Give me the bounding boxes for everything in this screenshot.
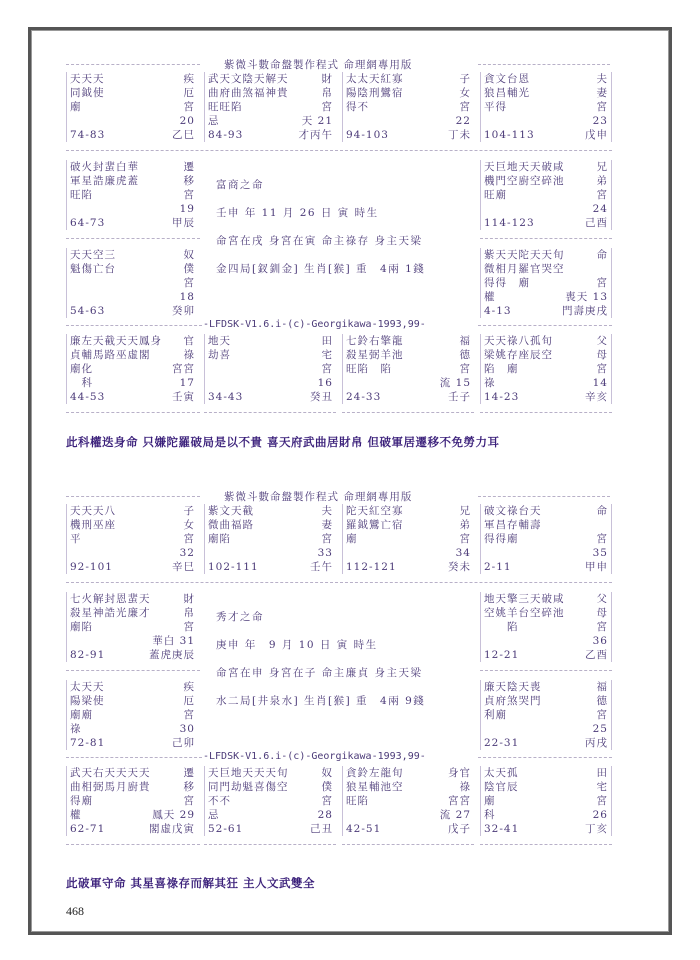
stars: 廉左天截天天鳳身 [70,335,162,347]
stars: 七火解封恩蜚天 [70,593,151,605]
row-divider [342,844,474,845]
palace-number: 流 27 [439,809,471,821]
stars: 微相月羅官哭空 [484,263,565,275]
stem-branch: 壬午 [310,561,333,573]
age-range: 102-111 [208,561,259,573]
row-divider [66,412,200,413]
palace-label: 官 [183,335,195,347]
palace-zi [342,334,474,404]
palace-xu [480,248,612,318]
palace-shen [480,72,612,142]
brightness: 旺旺陷 [208,101,243,113]
divider [478,64,610,65]
palace-label: 帛 [321,87,333,99]
stem-branch: 甲辰 [172,217,195,229]
stem-branch: 丁未 [448,129,471,141]
age-range: 52-61 [208,823,244,835]
stars: 軍星誥廉虎蓋 [70,175,139,187]
palace-label: 宮 [321,533,333,545]
stars: 曲府曲煞福神貴 [208,87,289,99]
palace-label: 移 [183,175,195,187]
brightness: 得廟 [70,795,93,807]
palace-label: 宮 [321,795,333,807]
palace-label: 德 [596,695,608,707]
brightness: 廟 [346,533,358,545]
palace-label: 財 [321,73,333,85]
palace-label: 夫 [321,505,333,517]
palace-label: 子 [183,505,195,517]
palace-label: 夫 [596,73,608,85]
age-range: 14-23 [484,391,520,403]
palace-label: 宮 [459,363,471,375]
stars: 陽梁使 [70,695,105,707]
palace-label: 女 [183,519,195,531]
palace-label: 女 [459,87,471,99]
palace-label: 田 [596,767,608,779]
brightness: 廟 [70,101,82,113]
palace-label: 父 [596,335,608,347]
palace-label: 宮 [596,533,608,545]
brightness: 旺陷 [346,795,369,807]
stars: 陀天紅空寡 [346,505,404,517]
brightness: 利廟 [484,709,507,721]
palace-label: 田 [321,335,333,347]
stars: 武天文陰天解天 [208,73,289,85]
astrology-chart-2 [66,490,618,864]
palace-number: 19 [179,203,195,215]
stars: 天天天八 [70,505,116,517]
birth-date: 庚申 年 9 月 10 日 寅 時生 [216,639,378,651]
palace-number: 32 [179,547,195,559]
brightness: 不不 [208,795,231,807]
row-divider [66,670,200,671]
brightness: 平得 [484,101,507,113]
stars: 軍昌存輔壽 [484,519,542,531]
divider [66,64,200,65]
palace-label: 疾 [183,73,195,85]
stars: 曲相弼馬月廚貴 [70,781,151,793]
age-range: 54-63 [70,305,106,317]
chart-title: 紫微斗數命盤製作程式 命理網專用版 [224,491,413,503]
stars: 同鉞使 [70,87,105,99]
palace-label: 兄 [596,161,608,173]
stars: 微曲福路 [208,519,254,531]
palace-number: 30 [179,723,195,735]
age-range: 104-113 [484,129,535,141]
palace-label: 宮 [183,277,195,289]
palace-label: 子 [459,73,471,85]
stars: 太天孤 [484,767,519,779]
palace-number: 33 [317,547,333,559]
palace-label: 宮 [183,533,195,545]
version-string: -LFDSK-V1.6.i-(c)-Georgikawa-1993,99- [203,751,426,762]
palace-label: 祿 [459,781,471,793]
palace-label: 宮 [459,101,471,113]
stem-branch: 乙酉 [585,649,608,661]
stars: 狼星輔池空 [346,781,404,793]
transform: 權 [70,809,82,821]
palace-number: 23 [592,115,608,127]
palace-xu [480,680,612,750]
age-range: 84-93 [208,129,244,141]
palace-label: 宅 [596,781,608,793]
palace-label: 厄 [183,87,195,99]
palace-label: 宮 [183,621,195,633]
palace-label: 宮 [459,533,471,545]
row-divider [478,325,612,326]
age-range: 12-21 [484,649,520,661]
palace-wei [342,72,474,142]
palace-label: 祿 [183,349,195,361]
age-range: 2-11 [484,561,512,573]
transform: 權 [484,291,496,303]
page-number: 468 [66,904,84,918]
palace-label: 僕 [183,263,195,275]
stars: 空姚羊台空碎池 [484,607,565,619]
palace-label: 弟 [459,519,471,531]
palace-number: 14 [592,377,608,389]
palace-number: 17 [179,377,195,389]
palace-summary: 命宮在戌 身宮在寅 命主祿存 身主天梁 [216,235,423,247]
stem-branch: 癸丑 [310,391,333,403]
transform: 忌 [208,115,220,127]
palace-number: 18 [179,291,195,303]
transform: 祿 [484,377,496,389]
palace-summary: 命宮在申 身宮在子 命主廉貞 身主天梁 [216,667,423,679]
row-divider [66,757,202,758]
palace-number: 25 [592,723,608,735]
age-range: 64-73 [70,217,106,229]
palace-label: 命 [596,505,608,517]
stars: 機門空廚空碎池 [484,175,565,187]
palace-yin [66,766,198,836]
brightness: 得不 [346,101,369,113]
stars: 太太天紅寡 [346,73,404,85]
palace-label: 宮 [596,621,608,633]
stem-branch: 壬寅 [172,391,195,403]
palace-label: 母 [596,607,608,619]
palace-label: 奴 [321,767,333,779]
destiny-type: 富商之命 [216,179,264,191]
stars: 七鈴右擎龍 [346,335,404,347]
palace-hai [480,334,612,404]
palace-chen [66,592,198,662]
palace-number: 天 21 [301,115,333,127]
row-divider [204,844,336,845]
brightness: 陷 廟 [484,363,519,375]
age-range: 74-83 [70,129,106,141]
palace-you [480,592,612,662]
stem-branch: 戊子 [448,823,471,835]
brightness: 得得 廟 [484,277,530,289]
brightness: 旺陷 陷 [346,363,392,375]
stars: 貪鈴左龍旬 [346,767,404,779]
stars: 機刑巫座 [70,519,116,531]
transform: 科 [484,809,496,821]
stars: 梁姚存座辰空 [484,349,553,361]
row-divider [342,412,474,413]
brightness: 廟化 [70,363,93,375]
age-range: 92-101 [70,561,113,573]
chart-title: 紫微斗數命盤製作程式 命理網專用版 [224,59,413,71]
age-range: 4-13 [484,305,512,317]
palace-label: 身官 [448,767,471,779]
stars: 天巨地天天破咸 [484,161,565,173]
row-divider [480,238,612,239]
palace-number: 16 [317,377,333,389]
stars: 魁傷亡台 [70,263,116,275]
palace-number: 喪天 13 [565,291,608,303]
stars: 殺星神誥光廉才 [70,607,151,619]
age-range: 62-71 [70,823,106,835]
palace-label: 宮 [596,795,608,807]
brightness: 旺廟 [484,189,507,201]
age-range: 94-103 [346,129,389,141]
palace-label: 宮 [596,709,608,721]
palace-chen [66,160,198,230]
palace-label: 妻 [321,519,333,531]
brightness: 得得廟 [484,533,519,545]
stem-branch: 丙戌 [585,737,608,749]
palace-wu [204,72,336,142]
stars: 陽陰刑鸞宿 [346,87,404,99]
stem-branch: 閣虛戊寅 [149,823,195,835]
palace-label: 弟 [596,175,608,187]
transform: 祿 [70,723,82,735]
palace-number: 35 [592,547,608,559]
palace-number: 22 [455,115,471,127]
stem-branch: 丁亥 [585,823,608,835]
stem-branch: 己卯 [172,737,195,749]
palace-label: 奴 [183,249,195,261]
brightness: 廟陷 [208,533,231,545]
element-summary: 金四局[釵釧金] 生肖[猴] 重 4兩 1錢 [216,263,426,275]
palace-label: 宮 [596,277,608,289]
stars: 狼昌輔光 [484,87,530,99]
palace-label: 福 [596,681,608,693]
palace-label: 財 [183,593,195,605]
stars: 破文祿台天 [484,505,542,517]
palace-label: 宮 [183,101,195,113]
palace-wu [204,504,336,574]
stem-branch: 戊申 [585,129,608,141]
palace-label: 宮宮 [448,795,471,807]
row-divider [66,582,612,583]
stars: 太天天 [70,681,105,693]
palace-label: 宅 [321,349,333,361]
stem-branch: 才丙午 [298,129,333,141]
row-divider [204,412,336,413]
stem-branch: 辛亥 [585,391,608,403]
palace-label: 宮 [321,101,333,113]
row-divider [480,670,612,671]
palace-number: 華白 31 [152,635,195,647]
stem-branch: 甲申 [585,561,608,573]
stars: 劫喜 [208,349,231,361]
stars: 天天空三 [70,249,116,261]
palace-wei [342,504,474,574]
brightness: 陷 [484,621,519,633]
stem-branch: 己丑 [310,823,333,835]
palace-number: 36 [592,635,608,647]
palace-label: 母 [596,349,608,361]
palace-you [480,160,612,230]
palace-mao [66,680,198,750]
brightness: 廟廟 [70,709,93,721]
palace-number: 26 [592,809,608,821]
palace-chou [204,334,336,404]
palace-label: 宮 [183,189,195,201]
palace-label: 德 [459,349,471,361]
palace-si [66,504,198,574]
palace-label: 命 [596,249,608,261]
row-divider [66,238,200,239]
palace-label: 遷 [183,767,195,779]
brightness: 平 [70,533,82,545]
palace-label: 疾 [183,681,195,693]
element-summary: 水二局[井泉水] 生肖[猴] 重 4兩 9錢 [216,695,426,707]
palace-hai [480,766,612,836]
row-divider [66,325,202,326]
stars: 地天 [208,335,231,347]
stars: 貞輔馬路巫虛閣 [70,349,151,361]
stars: 天天祿八孤旬 [484,335,553,347]
stem-branch: 乙巳 [172,129,195,141]
age-range: 112-121 [346,561,397,573]
stars: 天天天 [70,73,105,85]
destiny-type: 秀才之命 [216,611,264,623]
version-string: -LFDSK-V1.6.i-(c)-Georgikawa-1993,99- [203,319,426,330]
age-range: 42-51 [346,823,382,835]
stars: 殺星弼羊池 [346,349,404,361]
palace-number: 鳳天 29 [152,809,195,821]
birth-date: 壬申 年 11 月 26 日 寅 時生 [216,207,379,219]
stars: 同門劫魁喜傷空 [208,781,289,793]
brightness: 旺陷 [70,189,93,201]
stem-branch: 門壽庚戌 [562,305,608,317]
row-divider [478,757,612,758]
stars: 羅鉞鸞亡宿 [346,519,404,531]
stem-branch: 壬子 [448,391,471,403]
row-divider [480,844,612,845]
divider [66,496,200,497]
palace-label: 宮 [183,795,195,807]
stars: 破火封蜚白華 [70,161,139,173]
astrology-chart-1 [66,58,618,432]
chart-grid [66,72,618,432]
palace-label: 宮 [596,189,608,201]
palace-number: 20 [179,115,195,127]
stars: 武天右天天天天 [70,767,151,779]
palace-label: 宮 [596,101,608,113]
stars: 紫文天截 [208,505,254,517]
stars: 地天擎三天破咸 [484,593,565,605]
row-divider [66,150,612,151]
palace-number: 34 [455,547,471,559]
stem-branch: 辛巳 [172,561,195,573]
palace-label: 宮宮 [172,363,195,375]
palace-label: 父 [596,593,608,605]
stem-branch: 蓋虎庚辰 [149,649,195,661]
stem-branch: 癸未 [448,561,471,573]
palace-label: 宮 [183,709,195,721]
stars: 廉天陰天喪 [484,681,542,693]
chart-2-commentary: 此破軍守命 其星喜祿存而解其狂 主人文武雙全 [66,876,316,890]
age-range: 32-41 [484,823,520,835]
row-divider [66,844,200,845]
brightness: 廟陷 [70,621,93,633]
palace-yin [66,334,198,404]
chart-1-commentary: 此科權迭身命 只嫌陀羅破局是以不貴 喜天府武曲居財帛 但破軍居遷移不免勞力耳 [66,435,500,449]
palace-number: 流 15 [439,377,471,389]
stars: 貪文台恩 [484,73,530,85]
chart-grid [66,504,618,864]
age-range: 34-43 [208,391,244,403]
age-range: 72-81 [70,737,106,749]
stars: 貞府煞哭門 [484,695,542,707]
age-range: 44-53 [70,391,106,403]
stars: 紫天天陀天天旬 [484,249,565,261]
palace-label: 妻 [596,87,608,99]
palace-label: 福 [459,335,471,347]
palace-zi [342,766,474,836]
age-range: 82-91 [70,649,106,661]
chart-title-row [66,58,618,72]
palace-label: 移 [183,781,195,793]
stem-branch: 己酉 [585,217,608,229]
row-divider [480,412,612,413]
palace-mao [66,248,198,318]
age-range: 24-33 [346,391,382,403]
stem-branch: 癸卯 [172,305,195,317]
palace-number: 28 [317,809,333,821]
age-range: 114-123 [484,217,535,229]
chart-title-row [66,490,618,504]
palace-label: 帛 [183,607,195,619]
stars: 天巨地天天天旬 [208,767,289,779]
palace-number: 24 [592,203,608,215]
transform: 忌 [208,809,220,821]
transform: 科 [70,377,93,389]
palace-label: 僕 [321,781,333,793]
palace-label: 宮 [321,363,333,375]
age-range: 22-31 [484,737,520,749]
stars: 陰官辰 [484,781,519,793]
divider [478,496,610,497]
palace-label: 遷 [183,161,195,173]
palace-label: 宮 [596,363,608,375]
brightness: 廟 [484,795,496,807]
palace-label: 兄 [459,505,471,517]
palace-chou [204,766,336,836]
palace-si [66,72,198,142]
palace-shen [480,504,612,574]
palace-label: 厄 [183,695,195,707]
